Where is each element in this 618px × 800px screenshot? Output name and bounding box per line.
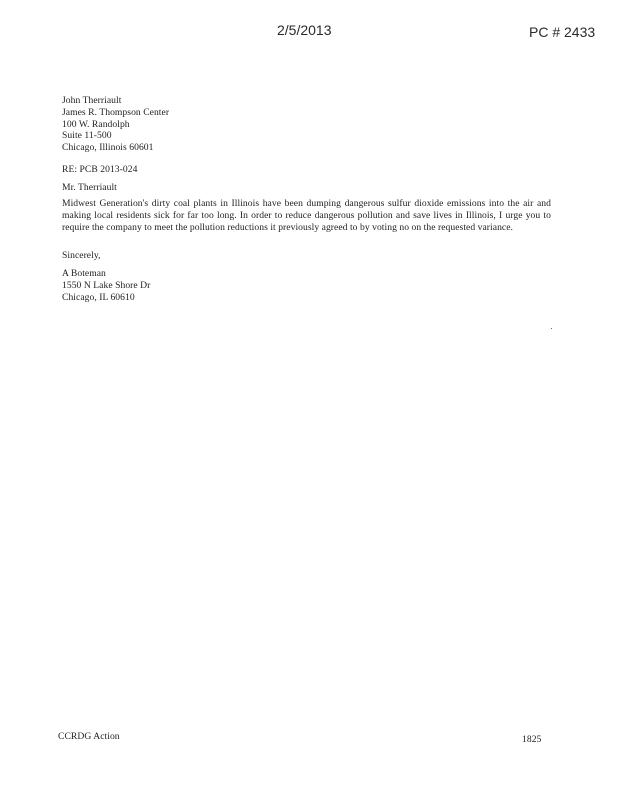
recipient-street: 100 W. Randolph	[62, 118, 130, 130]
recipient-city: Chicago, Illinois 60601	[62, 142, 154, 154]
recipient-address	[62, 95, 262, 154]
scan-speck	[551, 328, 552, 329]
recipient-suite: Suite 11-500	[62, 130, 112, 142]
closing: Sincerely,	[62, 250, 101, 261]
header-date: 2/5/2013	[277, 22, 332, 38]
sender-street: 1550 N Lake Shore Dr	[62, 279, 151, 291]
sender-signature-block	[62, 268, 150, 303]
letter-body: Midwest Generation's dirty coal plants in Illinois have been dumping dangerous sulfur dioxide emissions into the air and making local residents sick for far too long. In order to reduce dangerous pollution and save lives in Illinois, I urge you to require the company to meet the pollution reductions it previously agreed to by voting no on the requested variance.	[62, 198, 551, 233]
salutation: Mr. Therriault	[62, 182, 117, 193]
recipient-name: John Therriault	[62, 95, 122, 106]
sender-name: A Boteman	[62, 268, 106, 279]
footer-organization: CCRDG Action	[58, 731, 120, 742]
public-comment-number: PC # 2433	[529, 24, 596, 40]
recipient-building: James R. Thompson Center	[62, 106, 170, 118]
sender-city: Chicago, IL 60610	[62, 291, 135, 303]
footer-page-number: 1825	[522, 734, 542, 745]
reference-line: RE: PCB 2013-024	[62, 164, 138, 175]
